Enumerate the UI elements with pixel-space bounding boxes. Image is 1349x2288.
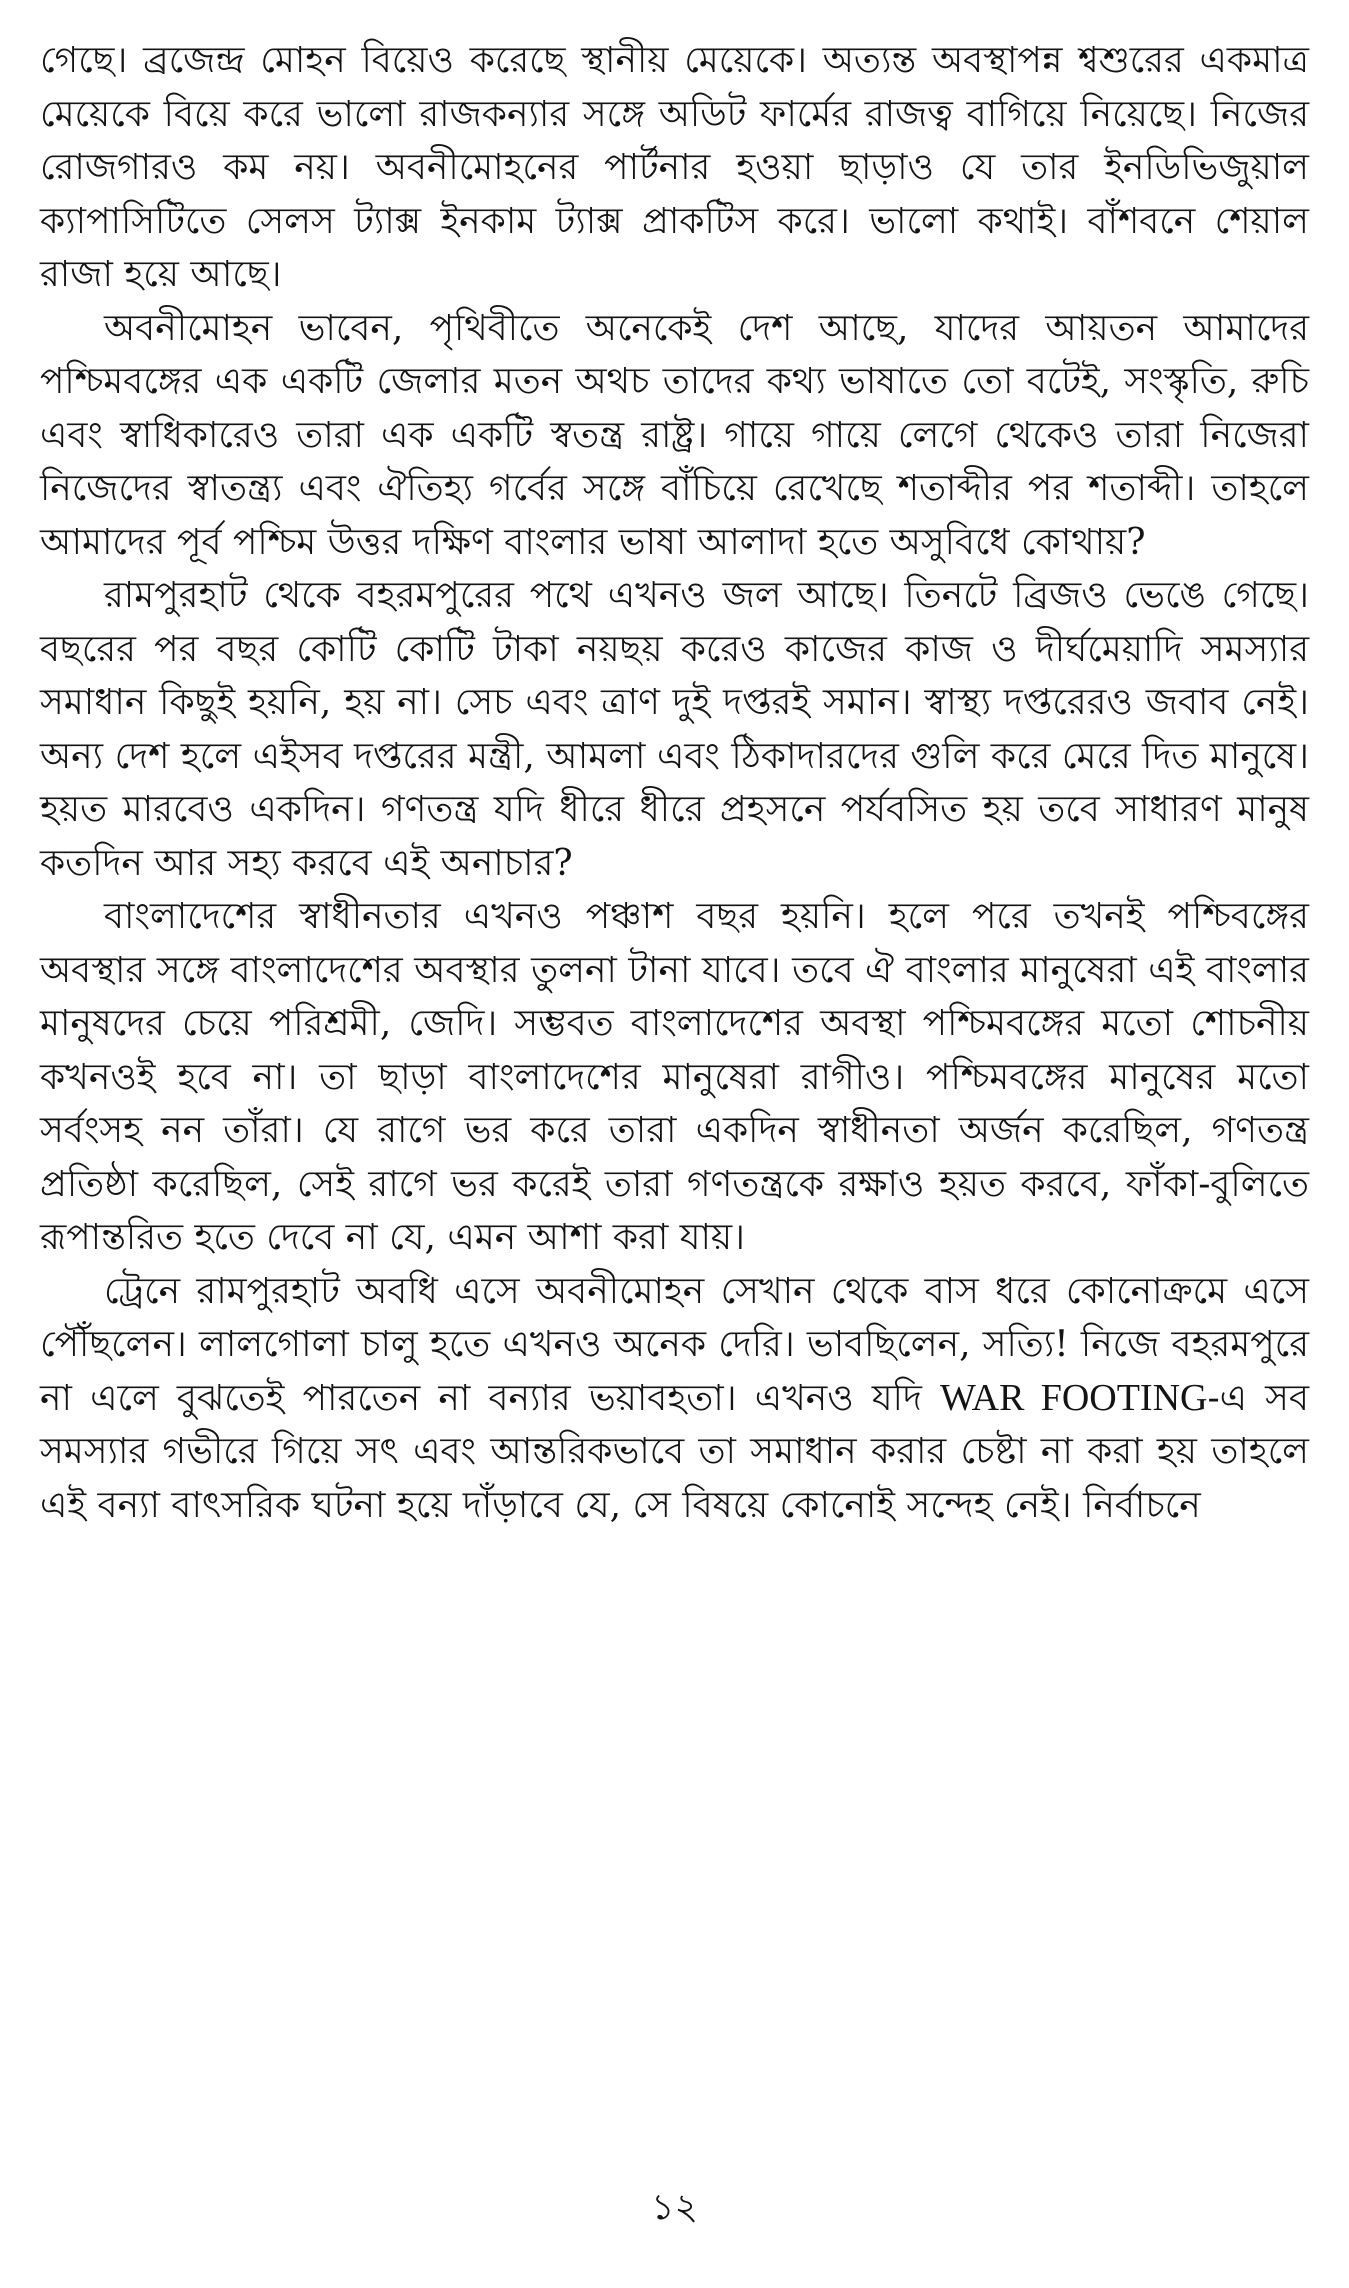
paragraph-5 bbox=[40, 1265, 1309, 1533]
paragraph-5-text-after: -এ সব সমস্যার গভীরে গিয়ে সৎ এবং আন্তরিকভাবে তা সমাধান করার চেষ্টা না করা হয় তাহলে এই বন্যা বাৎসরিক ঘটনা হয়ে দাঁড়াবে যে, সে বিষয়ে কোনোই সন্দেহ নেই। নির্বাচনে bbox=[40, 1377, 1309, 1526]
page-number: ১২ bbox=[651, 2187, 698, 2228]
paragraph-2: অবনীমোহন ভাবেন, পৃথিবীতে অনেকেই দেশ আছে, যাদের আয়তন আমাদের পশ্চিমবঙ্গের এক একটি জেলার মতন অথচ তাদের কথ্য ভাষাতে তো বটেই, সংস্কৃতি, রুচি এবং স্বাধিকারেও তারা এক একটি স্বতন্ত্র রাষ্ট্র। গায়ে গায়ে লেগে থেকেও তারা নিজেরা নিজেদের স্বাতন্ত্র্য এবং ঐতিহ্য গর্বের সঙ্গে বাঁচিয়ে রেখেছে শতাব্দীর পর শতাব্দী। তাহলে আমাদের পূর্ব পশ্চিম উত্তর দক্ষিণ বাংলার ভাষা আলাদা হতে অসুবিধে কোথায়? bbox=[40, 307, 1309, 563]
paragraph-5-latin-phrase: WAR FOOTING bbox=[940, 1376, 1208, 1419]
paragraph-1: গেছে। ব্রজেন্দ্র মোহন বিয়েও করেছে স্থানীয় মেয়েকে। অত্যন্ত অবস্থাপন্ন শ্বশুরের একমাত্র মেয়েকে বিয়ে করে ভালো রাজকন্যার সঙ্গে অডিট ফার্মের রাজত্ব বাগিয়ে নিয়েছে। নিজের রোজগারও কম নয়। অবনীমোহনের পার্টনার হওয়া ছাড়াও যে তার ইনডিভিজুয়াল ক্যাপাসিটিতে সেলস ট্যাক্স ইনকাম ট্যাক্স প্রাকটিস করে। ভালো কথাই। বাঁশবনে শেয়াল রাজা হয়ে আছে। bbox=[40, 40, 1309, 295]
paragraph-3: রামপুরহাট থেকে বহরমপুরের পথে এখনও জল আছে। তিনটে ব্রিজও ভেঙে গেছে। বছরের পর বছর কোটি কোটি টাকা নয়ছয় করেও কাজের কাজ ও দীর্ঘমেয়াদি সমস্যার সমাধান কিছুই হয়নি, হয় না। সেচ এবং ত্রাণ দুই দপ্তরই সমান। স্বাস্থ্য দপ্তরেরও জবাব নেই। অন্য দেশ হলে এইসব দপ্তরের মন্ত্রী, আমলা এবং ঠিকাদারদের গুলি করে মেরে দিত মানুষে। হয়ত মারবেও একদিন। গণতন্ত্র যদি ধীরে ধীরে প্রহসনে পর্যবসিত হয় তবে সাধারণ মানুষ কতদিন আর সহ্য করবে এই অনাচার? bbox=[40, 575, 1309, 884]
paragraph-5-text-before: ট্রেনে রামপুরহাট অবধি এসে অবনীমোহন সেখান থেকে বাস ধরে কোনোক্রমে এসে পৌঁছলেন। লালগোলা চালু হতে এখনও অনেক দেরি। ভাবছিলেন, সত্যি! নিজে বহরমপুরে না এলে বুঝতেই পারতেন না বন্যার ভয়াবহতা। এখনও যদি bbox=[40, 1270, 1309, 1419]
paragraph-4: বাংলাদেশের স্বাধীনতার এখনও পঞ্চাশ বছর হয়নি। হলে পরে তখনই পশ্চিবঙ্গের অবস্থার সঙ্গে বাংলাদেশের অবস্থার তুলনা টানা যাবে। তবে ঐ বাংলার মানুষেরা এই বাংলার মানুষদের চেয়ে পরিশ্রমী, জেদি। সম্ভবত বাংলাদেশের অবস্থা পশ্চিমবঙ্গের মতো শোচনীয় কখনওই হবে না। তা ছাড়া বাংলাদেশের মানুষেরা রাগীও। পশ্চিমবঙ্গের মানুষের মতো সর্বংসহ নন তাঁরা। যে রাগে ভর করে তারা একদিন স্বাধীনতা অর্জন করেছিল, গণতন্ত্র প্রতিষ্ঠা করেছিল, সেই রাগে ভর করেই তারা গণতন্ত্রকে রক্ষাও হয়ত করবে, ফাঁকা-বুলিতে রূপান্তরিত হতে দেবে না যে, এমন আশা করা যায়। bbox=[40, 896, 1309, 1258]
book-page-text bbox=[40, 34, 1309, 2264]
